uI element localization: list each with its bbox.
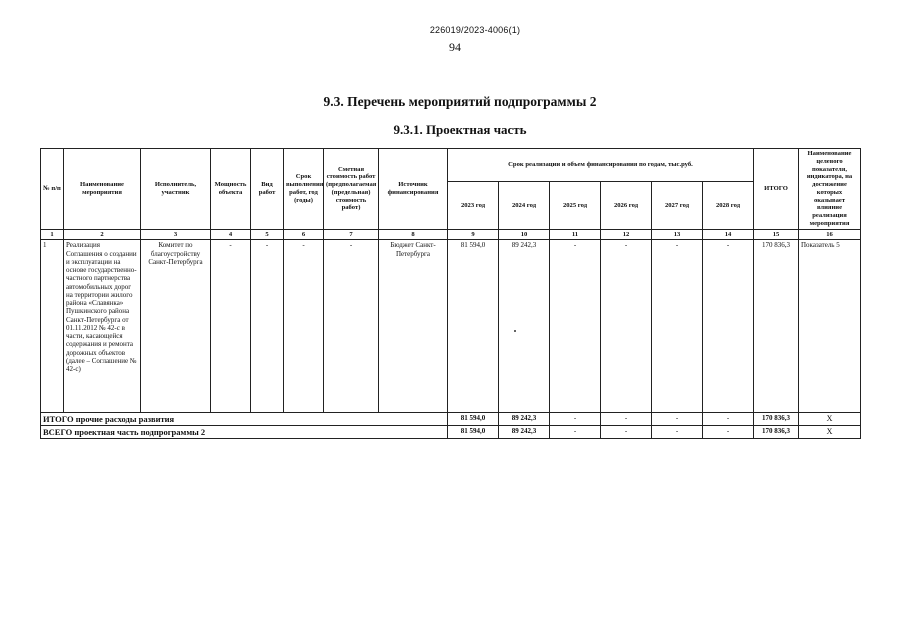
totals-y2028: - xyxy=(703,426,754,439)
totals-label: ИТОГО прочие расходы развития xyxy=(41,413,448,426)
header-indicator: Наименование целевого показателя, индикатора, на достижение которых оказывает влияние реализация мероприятия xyxy=(799,149,861,230)
row-source: Бюджет Санкт-Петербурга xyxy=(379,240,448,413)
row-y2024: 89 242,3 xyxy=(499,240,550,413)
column-number: 9 xyxy=(448,229,499,240)
totals-total: 170 836,3 xyxy=(754,413,799,426)
column-number: 14 xyxy=(703,229,754,240)
column-numbers-row xyxy=(41,229,861,240)
column-number: 1 xyxy=(41,229,64,240)
header-year-2027: 2027 год xyxy=(652,182,703,229)
row-num: 1 xyxy=(41,240,64,413)
row-capacity: - xyxy=(211,240,251,413)
header-source: Источник финансирования xyxy=(379,149,448,230)
header-year-2024: 2024 год xyxy=(499,182,550,229)
column-number: 8 xyxy=(379,229,448,240)
totals-y2023: 81 594,0 xyxy=(448,426,499,439)
header-row xyxy=(41,149,861,182)
header-capacity: Мощность объекта xyxy=(211,149,251,230)
page-number: 94 xyxy=(449,40,461,54)
activities-table xyxy=(40,148,861,439)
totals-y2023: 81 594,0 xyxy=(448,413,499,426)
column-number: 12 xyxy=(601,229,652,240)
row-executor: Комитет по благоустройству Санкт-Петербурга xyxy=(141,240,211,413)
totals-y2026: - xyxy=(601,413,652,426)
header-year-2026: 2026 год xyxy=(601,182,652,229)
totals-y2025: - xyxy=(550,413,601,426)
column-number: 16 xyxy=(799,229,861,240)
totals-y2025: - xyxy=(550,426,601,439)
header-period: Срок выполнения работ, год (годы) xyxy=(284,149,324,230)
row-y2026: - xyxy=(601,240,652,413)
row-total: 170 836,3 xyxy=(754,240,799,413)
row-y2025: - xyxy=(550,240,601,413)
header-work-type: Вид работ xyxy=(251,149,284,230)
totals-y2024: 89 242,3 xyxy=(499,426,550,439)
header-name: Наименование мероприятия xyxy=(64,149,141,230)
totals-y2027: - xyxy=(652,426,703,439)
scan-speck xyxy=(514,330,516,332)
row-work-type: - xyxy=(251,240,284,413)
header-num: № п/п xyxy=(41,149,64,230)
column-number: 2 xyxy=(64,229,141,240)
totals-indicator: Х xyxy=(799,413,861,426)
column-number: 3 xyxy=(141,229,211,240)
section-title: 9.3. Перечень мероприятий подпрограммы 2 xyxy=(323,94,597,109)
table-row xyxy=(41,240,861,413)
totals-total: 170 836,3 xyxy=(754,426,799,439)
column-number: 4 xyxy=(211,229,251,240)
header-funding-group: Срок реализации и объем финансирования по годам, тыс.руб. xyxy=(448,149,754,182)
row-period: - xyxy=(284,240,324,413)
header-year-2028: 2028 год xyxy=(703,182,754,229)
header-estimate: Сметная стоимость работ (предполагаемая (предельная) стоимость работ) xyxy=(324,149,379,230)
document-number: 226019/2023-4006(1) xyxy=(429,25,521,35)
column-number: 6 xyxy=(284,229,324,240)
totals-y2026: - xyxy=(601,426,652,439)
totals-row-other-expenses xyxy=(41,413,861,426)
header-executor: Исполнитель, участник xyxy=(141,149,211,230)
row-estimate: - xyxy=(324,240,379,413)
header-total: ИТОГО xyxy=(754,149,799,230)
header-year-2025: 2025 год xyxy=(550,182,601,229)
row-y2027: - xyxy=(652,240,703,413)
totals-indicator: Х xyxy=(799,426,861,439)
header-year-2023: 2023 год xyxy=(448,182,499,229)
column-number: 7 xyxy=(324,229,379,240)
totals-y2024: 89 242,3 xyxy=(499,413,550,426)
column-number: 5 xyxy=(251,229,284,240)
totals-row-subprogram xyxy=(41,426,861,439)
row-y2028: - xyxy=(703,240,754,413)
row-y2023: 81 594,0 xyxy=(448,240,499,413)
column-number: 10 xyxy=(499,229,550,240)
row-name: Реализация Соглашения о создании и эксплуатации на основе государственно-частного партнерства автомобильных дорог на территории жилого района «Славянка» Пушкинского района Санкт-Петербурга от 01.11.2012 № 42-с в части, касающейся содержания и ремонта дорожных объектов (далее – Соглашение № 42-с) xyxy=(64,240,141,413)
subsection-title: 9.3.1. Проектная часть xyxy=(393,122,527,137)
totals-y2028: - xyxy=(703,413,754,426)
column-number: 13 xyxy=(652,229,703,240)
column-number: 15 xyxy=(754,229,799,240)
row-indicator: Показатель 5 xyxy=(799,240,861,413)
column-number: 11 xyxy=(550,229,601,240)
totals-y2027: - xyxy=(652,413,703,426)
totals-label: ВСЕГО проектная часть подпрограммы 2 xyxy=(41,426,448,439)
